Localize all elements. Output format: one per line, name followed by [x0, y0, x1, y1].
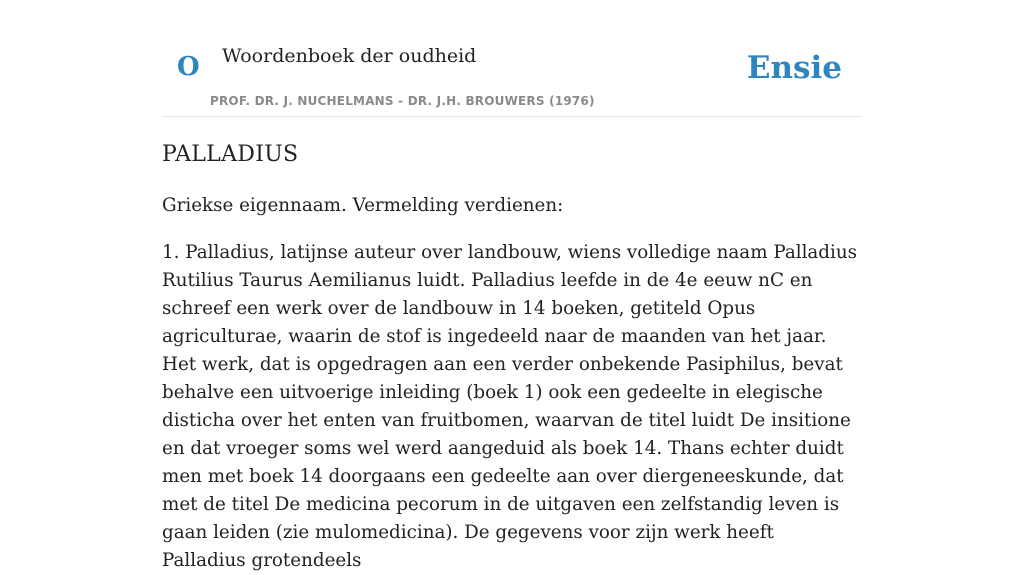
letter-index-link[interactable]: O [177, 52, 200, 82]
header [162, 0, 862, 117]
entry-intro: Griekse eigennaam. Vermelding verdienen: [162, 195, 564, 216]
entry-paragraph: 1. Palladius, latijnse auteur over landbouw, wiens volledige naam Palladius Rutilius Taurus Aemilianus luidt. Palladius leefde in de 4e eeuw nC en schreef een werk over de landbouw in 14 boeken, getiteld Opus agriculturae, waarin de stof is ingedeeld naar de maanden van het jaar. Het werk, dat is opgedragen aan een verder onbekende Pasiphilus, bevat behalve een uitvoerige inleiding (boek 1) ook een gedeelte in elegische disticha over het enten van fruitbomen, waarvan de titel luidt De insitione en dat vroeger soms wel werd aangeduid als boek 14. Thans echter duidt men met boek 14 doorgaans een gedeelte aan over diergeneeskunde, dat met de titel De medicina pecorum in de uitgaven een zelfstandig leven is gaan leiden (zie mulomedicina). De gegevens voor zijn werk heeft Palladius grotendeels [162, 242, 858, 571]
ensie-logo-link[interactable]: Ensie [746, 50, 842, 86]
article [162, 138, 862, 575]
book-title[interactable]: Woordenboek der oudheid [222, 45, 477, 67]
book-authors: PROF. DR. J. NUCHELMANS - DR. J.H. BROUWERS (1976) [210, 94, 595, 108]
entry-title: PALLADIUS [162, 142, 299, 167]
